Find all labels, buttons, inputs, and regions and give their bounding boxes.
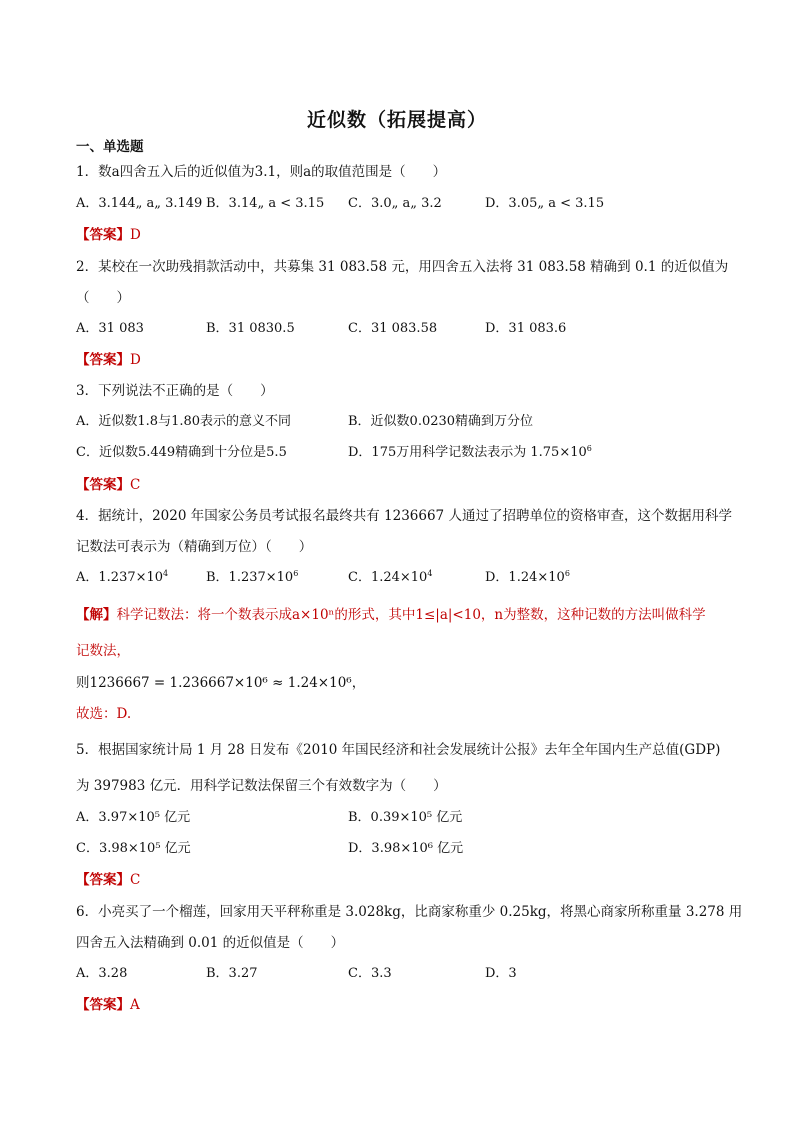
- q4-solution-line-1: [76, 606, 706, 624]
- q4-option-d: [485, 569, 570, 587]
- solution-text: 科学记数法：将一个数表示成a×10ⁿ的形式，其中1≤|a|<10，n为整数，这种记数的方法叫做科学: [116, 607, 706, 623]
- question-5-stem-cont: 为 397983 亿元．用科学记数法保留三个有效数字为（ ）: [76, 778, 447, 794]
- q4-option-b: [206, 569, 298, 587]
- question-3-stem: 3．下列说法不正确的是（ ）: [76, 383, 274, 399]
- answer-value: D: [130, 227, 141, 243]
- q2-answer: [76, 351, 141, 369]
- q6-option-b: B．3.27: [206, 966, 258, 981]
- q1-answer: [76, 226, 141, 244]
- q3-option-d: [348, 444, 592, 462]
- question-4-stem: 4．据统计，2020 年国家公务员考试报名最终共有 1236667 人通过了招聘单位的资格审查，这个数据用科学: [76, 508, 732, 524]
- q4-solution-line-3: 则1236667 = 1.236667×10⁶ ≈ 1.24×10⁶，: [76, 675, 366, 691]
- section-heading: 一、单选题: [76, 139, 144, 155]
- q6-option-a: A．3.28: [76, 966, 128, 981]
- q3-option-b: B．近似数0.0230精确到万分位: [348, 414, 534, 429]
- option-text: D．175万用科学记数法表示为 1.75×10: [348, 445, 587, 460]
- q5-option-b: B．0.39×10⁵ 亿元: [348, 810, 463, 825]
- q1-option-c: C．3.0„ a„ 3.2: [348, 196, 442, 211]
- option-text: D．1.24×10: [485, 570, 565, 585]
- page-title: 近似数（拓展提高）: [306, 109, 487, 131]
- answer-value: C: [130, 477, 141, 493]
- answer-value: C: [130, 872, 141, 888]
- question-4-stem-cont: 记数法可表示为（精确到万位）（ ）: [76, 539, 313, 555]
- exponent: 6: [564, 569, 570, 578]
- answer-value: D: [130, 352, 141, 368]
- q5-answer: [76, 871, 140, 889]
- solution-tag: 【解】: [76, 607, 117, 623]
- exponent: 6: [586, 444, 592, 453]
- q3-option-c: C．近似数5.449精确到十分位是5.5: [76, 445, 287, 460]
- exponent: 4: [427, 569, 433, 578]
- q6-option-c: C．3.3: [348, 966, 392, 981]
- q1-option-d: D．3.05„ a < 3.15: [485, 196, 605, 211]
- q6-answer: [76, 996, 140, 1014]
- answer-tag: 【答案】: [76, 872, 130, 888]
- question-2-stem: 2．某校在一次助残捐款活动中，共募集 31 083.58 元，用四舍五入法将 31 083.58 精确到 0.1 的近似值为: [76, 259, 729, 275]
- q5-option-d: D．3.98×10⁶ 亿元: [348, 841, 464, 856]
- q4-option-a: [76, 569, 168, 587]
- option-text: B．1.237×10: [206, 570, 294, 585]
- q6-option-d: D．3: [485, 966, 517, 981]
- answer-tag: 【答案】: [76, 477, 130, 493]
- q4-option-c: [348, 569, 432, 587]
- q4-solution-line-2: 记数法，: [76, 643, 130, 659]
- answer-tag: 【答案】: [76, 227, 130, 243]
- question-6-stem-cont: 四舍五入法精确到 0.01 的近似值是（ ）: [76, 935, 345, 951]
- q2-option-c: C．31 083.58: [348, 321, 438, 336]
- q2-option-d: D．31 083.6: [485, 321, 567, 336]
- q2-option-a: A．31 083: [76, 321, 144, 336]
- q2-option-b: B．31 0830.5: [206, 321, 295, 336]
- question-1-stem: 1．数a四舍五入后的近似值为3.1，则a的取值范围是（ ）: [76, 164, 447, 180]
- option-text: C．1.24×10: [348, 570, 428, 585]
- q1-option-b: B．3.14„ a < 3.15: [206, 196, 325, 211]
- q1-option-a: A．3.144„ a„ 3.149: [76, 196, 203, 211]
- exponent: 4: [163, 569, 169, 578]
- q4-solution-line-4: 故选：D.: [76, 706, 132, 722]
- answer-value: A: [130, 997, 140, 1013]
- q3-answer: [76, 476, 140, 494]
- question-2-stem-cont: （ ）: [76, 290, 130, 306]
- exponent: 6: [293, 569, 299, 578]
- q3-option-a: A．近似数1.8与1.80表示的意义不同: [76, 414, 292, 429]
- q5-option-a: A．3.97×10⁵ 亿元: [76, 810, 191, 825]
- option-text: A．1.237×10: [76, 570, 164, 585]
- q5-option-c: C．3.98×10⁵ 亿元: [76, 841, 191, 856]
- question-6-stem: 6．小亮买了一个榴莲，回家用天平秤称重是 3.028kg，比商家称重少 0.25kg，将黑心商家所称重量 3.278 用: [76, 904, 743, 920]
- answer-tag: 【答案】: [76, 997, 130, 1013]
- question-5-stem: 5．根据国家统计局 1 月 28 日发布《2010 年国民经济和社会发展统计公报》去年全年国内生产总值(GDP): [76, 742, 721, 758]
- answer-tag: 【答案】: [76, 352, 130, 368]
